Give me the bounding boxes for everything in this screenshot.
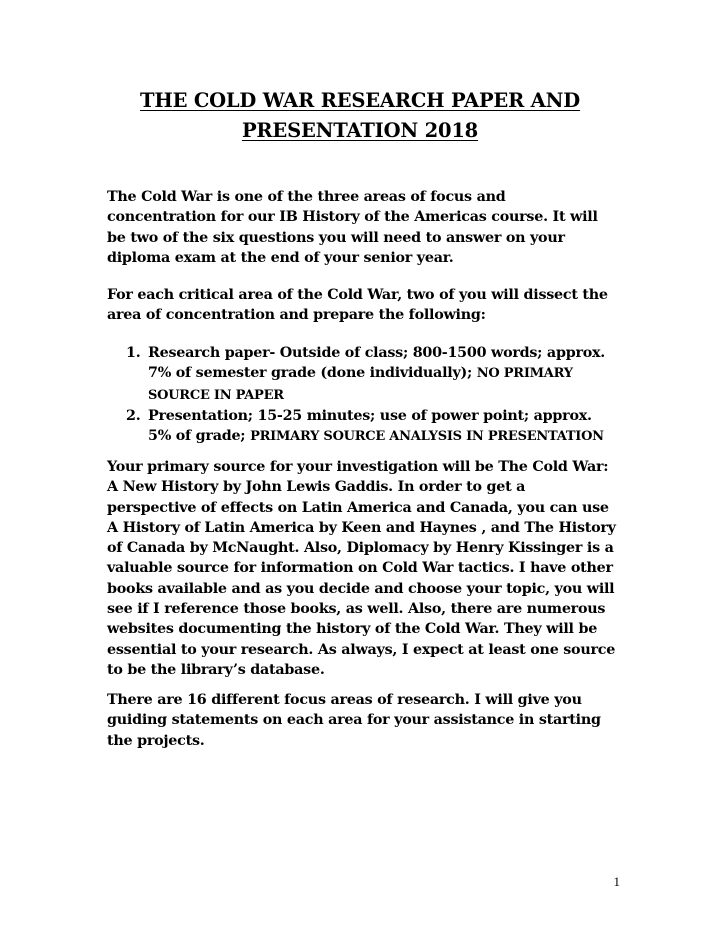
sources-paragraph: Your primary source for your investigation will be The Cold War: A New History by John Lewis Gaddis. In order to get a perspective of effects on Latin America and Canada, you can use A History of Latin America by Keen and Haynes , and The History of Canada by McNaught. Also, Diplomacy by Henry Kissinger is a valuable source for information on Cold War tactics. I have other books available and as you decide and choose your topic, you will see if I reference those books, as well. Also, there are numerous websites documenting the history of the Cold War. They will be essential to your research. As always, I expect at least one source to be the library’s database. <box>107 459 616 678</box>
intro-paragraph: The Cold War is one of the three areas of focus and concentration for our IB History of the Americas course. It will be two of the six questions you will need to answer on your diploma exam at the end of your senior year. <box>107 189 598 266</box>
requirements-list <box>107 343 619 447</box>
focus-areas-paragraph: There are 16 different focus areas of research. I will give you guiding statements on each area for your assistance in starting the projects. <box>107 692 601 749</box>
list-item-emphasis: NO PRIMARY SOURCE IN PAPER <box>148 366 573 403</box>
list-item-text: Research paper- Outside of class; 800-1500 words; approx. 7% of semester grade (done individually); <box>148 345 606 382</box>
page-number: 1 <box>613 874 620 889</box>
list-item-number: 2. <box>126 407 141 424</box>
document-title: THE COLD WAR RESEARCH PAPER AND PRESENTATION 2018 <box>140 89 580 142</box>
list-item-number: 1. <box>126 345 141 361</box>
list-item-text: Presentation; 15-25 minutes; use of power point; approx. 5% of grade; <box>148 407 592 445</box>
list-item <box>107 343 619 406</box>
list-item-emphasis: PRIMARY SOURCE ANALYSIS IN PRESENTATION <box>250 429 604 445</box>
assignment-paragraph: For each critical area of the Cold War, two of you will dissect the area of concentration and prepare the following: <box>107 287 608 324</box>
list-item <box>107 406 619 448</box>
